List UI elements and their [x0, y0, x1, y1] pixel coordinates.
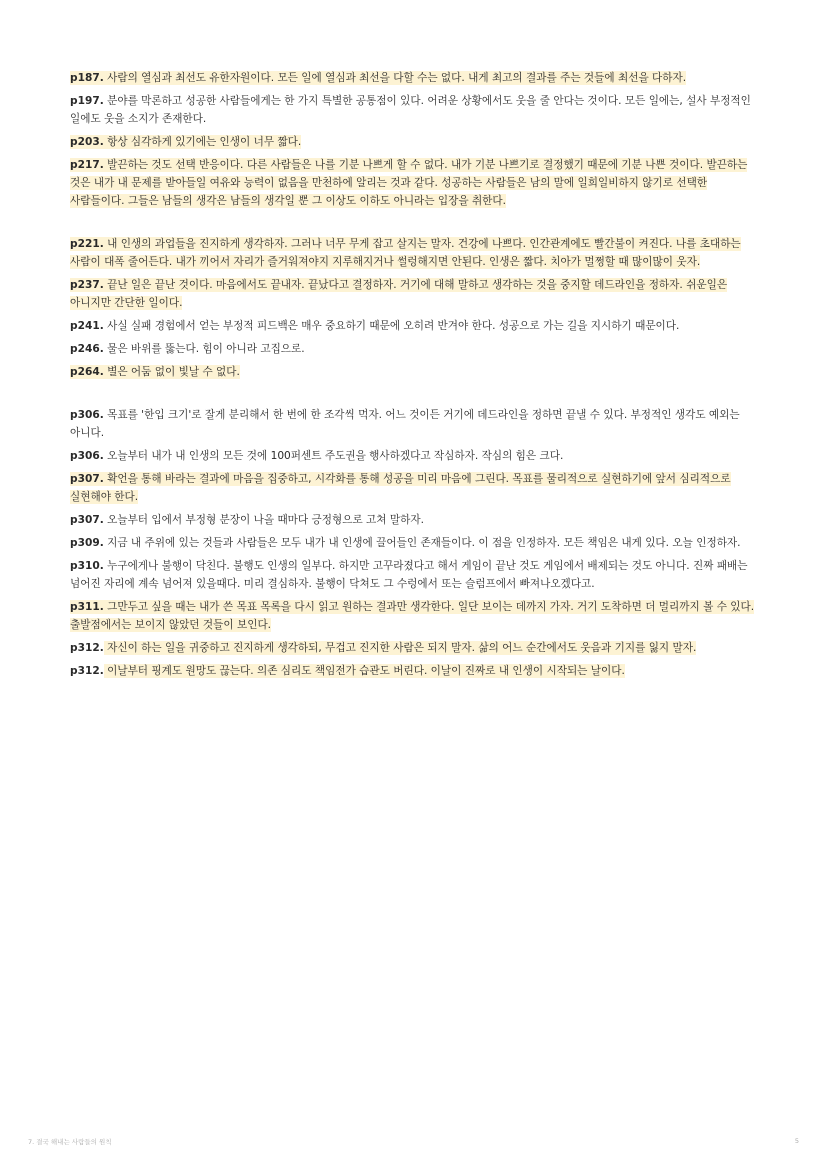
- note-entry: [70, 511, 760, 529]
- note-page-ref: p311.: [70, 601, 104, 613]
- note-page-ref: p306.: [70, 450, 104, 462]
- note-highlight: [70, 600, 754, 632]
- note-text: 내 인생의 과업들을 진지하게 생각하자. 그러나 너무 무게 잡고 살지는 말자. 건강에 나쁘다. 인간관계에도 빨간불이 켜진다. 나를 초대하는 사람이 대폭 줄어든다. 내가 끼어서 자리가 즐거워져야지 지루해지거나 썰렁해지면 안된다. 인생은 짧다. 치아가 멀쩡할 때 많이많이 웃자.: [70, 238, 741, 268]
- footer-chapter-title: 7. 결국 해내는 사람들의 원칙: [28, 1138, 112, 1146]
- note-entry: [70, 133, 760, 151]
- note-text: 오늘부터 내가 내 인생의 모든 것에 100퍼센트 주도권을 행사하겠다고 작심하자. 작심의 힘은 크다.: [103, 450, 564, 462]
- note-entry: [70, 662, 760, 680]
- notes-list: [70, 69, 760, 685]
- note-text: 물은 바위를 뚫는다. 힘이 아니라 고집으로.: [103, 343, 305, 355]
- note-page-ref: p237.: [70, 279, 104, 291]
- note-text: 분야를 막론하고 성공한 사람들에게는 한 가지 특별한 공통점이 있다. 어려운 상황에서도 웃을 줄 안다는 것이다. 모든 일에는, 설사 부정적인 일에도 웃을 소지가 존재한다.: [70, 95, 751, 125]
- note-page-ref: p306.: [70, 409, 104, 421]
- note-text: 이날부터 핑계도 원망도 끊는다. 의존 심리도 책임전가 습관도 버린다. 이날이 진짜로 내 인생이 시작되는 날이다.: [103, 665, 625, 677]
- note-page-ref: p307.: [70, 514, 104, 526]
- note-page-ref: p241.: [70, 320, 104, 332]
- note-highlight: [70, 278, 727, 310]
- note-text: 확언을 통해 바라는 결과에 마음을 집중하고, 시각화를 통해 성공을 미리 마음에 그린다. 목표를 물리적으로 실현하기에 앞서 심리적으로 실현해야 한다.: [70, 473, 731, 503]
- note-page-ref: p307.: [70, 473, 104, 485]
- note-text: 별은 어둠 없이 빛날 수 없다.: [103, 366, 240, 378]
- note-text: 오늘부터 입에서 부정형 분장이 나올 때마다 긍정형으로 고쳐 말하자.: [103, 514, 424, 526]
- note-text: 그만두고 싶을 때는 내가 쓴 목표 목록을 다시 읽고 원하는 결과만 생각한다. 일단 보이는 데까지 가자. 거기 도착하면 더 멀리까지 볼 수 있다. 출발점에서는 보이지 않았던 것들이 보인다.: [70, 601, 755, 631]
- note-entry: [70, 406, 760, 442]
- note-entry: [70, 639, 760, 657]
- page-footer: [28, 1137, 799, 1146]
- note-entry: [70, 156, 760, 210]
- note-text: 항상 심각하게 있기에는 인생이 너무 짧다.: [103, 136, 302, 148]
- note-page-ref: p203.: [70, 136, 104, 148]
- note-entry: [70, 598, 760, 634]
- note-entry: [70, 557, 760, 593]
- note-entry: [70, 92, 760, 128]
- note-page-ref: p309.: [70, 537, 104, 549]
- note-text: 사람의 열심과 최선도 유한자원이다. 모든 일에 열심과 최선을 다할 수는 없다. 내게 최고의 결과를 주는 것들에 최선을 다하자.: [103, 72, 687, 84]
- note-text: 지금 내 주위에 있는 것들과 사람들은 모두 내가 내 인생에 끌어들인 존재들이다. 이 점을 인정하자. 모든 책임은 내게 있다. 오늘 인정하자.: [103, 537, 741, 549]
- note-entry: [70, 363, 760, 381]
- note-text: 끝난 일은 끝난 것이다. 마음에서도 끝내자. 끝났다고 결정하자. 거기에 대해 말하고 생각하는 것을 중지할 데드라인을 정하자. 쉬운일은 아니지만 간단한 일이다.: [70, 279, 728, 309]
- note-highlight: [70, 365, 240, 379]
- note-text: 목표를 '한입 크기'로 잘게 분리해서 한 번에 한 조각씩 먹자. 어느 것이든 거기에 데드라인을 정하면 끝낼 수 있다. 부정적인 생각도 예외는 아니다.: [70, 409, 740, 439]
- note-text: 사실 실패 경험에서 얻는 부정적 피드백은 매우 중요하기 때문에 오히려 반겨야 한다. 성공으로 가는 길을 지시하기 때문이다.: [103, 320, 680, 332]
- note-highlight: [70, 158, 747, 208]
- footer-page-number: 5: [794, 1137, 799, 1145]
- note-highlight: [70, 71, 686, 85]
- note-text: 누구에게나 불행이 닥친다. 불행도 인생의 일부다. 하지만 고꾸라졌다고 해서 게임이 끝난 것도 게임에서 배제되는 것도 아니다. 진짜 패배는 넘어진 자리에 계속 넘어져 있을때다. 미리 결심하자. 불행이 닥쳐도 그 수렁에서 또는 슬럼프에서 빠져나오겠다고.: [70, 560, 748, 590]
- note-entry: [70, 447, 760, 465]
- note-page-ref: p221.: [70, 238, 104, 250]
- note-entry: [70, 470, 760, 506]
- note-page-ref: p197.: [70, 95, 104, 107]
- note-highlight: [70, 237, 741, 269]
- note-page-ref: p246.: [70, 343, 104, 355]
- note-entry: [70, 69, 760, 87]
- note-page-ref: p312.: [70, 665, 104, 677]
- note-entry: [70, 317, 760, 335]
- note-highlight: [70, 135, 301, 149]
- note-page-ref: p312.: [70, 642, 104, 654]
- note-entry: [70, 534, 760, 552]
- note-page-ref: p187.: [70, 72, 104, 84]
- note-entry: [70, 235, 760, 271]
- note-entry: [70, 276, 760, 312]
- section-gap: [70, 215, 760, 235]
- note-page-ref: p264.: [70, 366, 104, 378]
- note-text: 자신이 하는 일을 귀중하고 진지하게 생각하되, 무겁고 진지한 사람은 되지 말자. 삶의 어느 순간에서도 웃음과 기지를 잃지 말자.: [103, 642, 697, 654]
- note-text: 발끈하는 것도 선택 반응이다. 다른 사람들은 나를 기분 나쁘게 할 수 없다. 내가 기분 나쁘기로 결정했기 때문에 기분 나쁜 것이다. 발끈하는 것은 내가 내 문제를 받아들일 여유와 능력이 없음을 만천하에 알리는 것과 같다. 성공하는 사람들은 남의 말에 일희일비하지 않기로 선택한 사람들이다. 그들은 남들의 생각은 남들의 생각일 뿐 그 이상도 이하도 아니라는 입장을 취한다.: [70, 159, 748, 207]
- section-gap: [70, 386, 760, 406]
- note-highlight: [70, 472, 731, 504]
- note-page-ref: p310.: [70, 560, 104, 572]
- note-entry: [70, 340, 760, 358]
- note-page-ref: p217.: [70, 159, 104, 171]
